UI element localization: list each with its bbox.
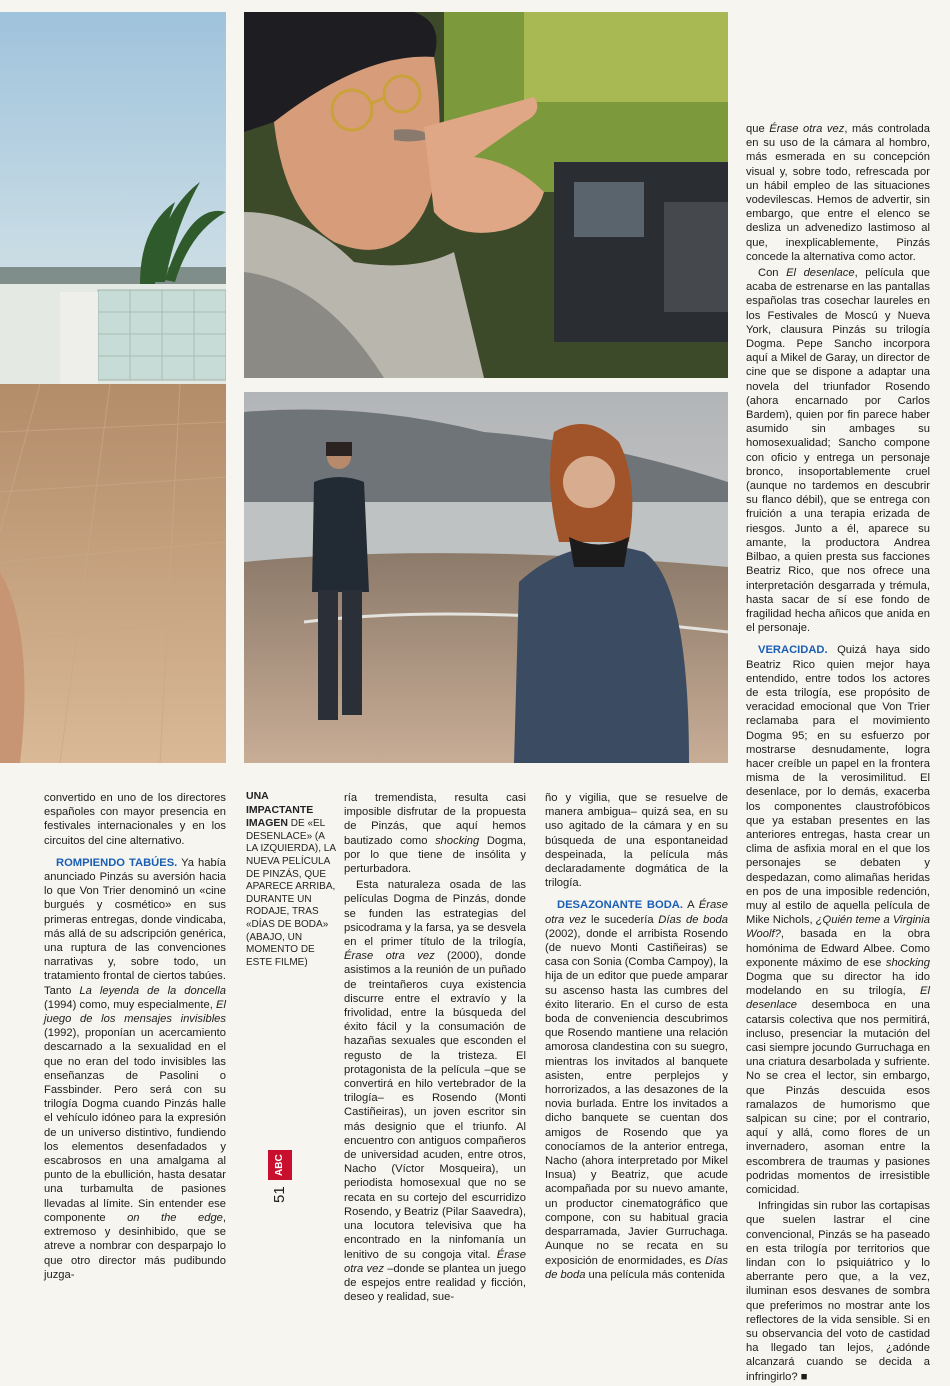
paragraph: Infringidas sin rubor las cortapisas que suelen lastrar el cine convencional, Pinzás se ha paseado en esta trilogía por territorios que lindan con lo psiquiátrico y lo aberrante pero que, a la vez, iluminan esos desvanes de sombra que preferimos no mostrar ante los reflectores de la vida sensible. Si en su observancia del voto de castidad ha llegado tan lejos, ¿adónde alcanzará cuando se decida a infringirlo? ■ [746,1200,930,1383]
subheading-rompiendo-tabues: ROMPIENDO TABÚES. [56,856,178,869]
caption-lead: UNA IMPACTANTE IMAGEN [246,790,314,830]
paragraph: Con El desenlace, película que acaba de estrenarse en las pantallas españolas tras cosechar laureles en los Festivales de Moscú y Nueva York, clausura Pinzás su trilogía Dogma. Pepe Sancho incorpora aquí a Mikel de Garay, un director de cine que se dispone a adaptar una novela del triunfador Rosendo (ahora encarnado por Carlos Bardem), quien por fin parece haber asumido sin ambages su homosexualidad; Sancho compone con oficio y entrega un personaje bronco, insoportablemente cruel (aunque no tardemos en descubrir su flanco débil), que se entrega con fruición a una terapia erizada de riesgos. Junto a él, aparece su amante, la productora Andrea Bilbao, a quien presta sus facciones Beatriz Rico, que nos ofrece una interpretación desgarrada y trémula, hasta sacar de sí ese fondo de fragilidad hecha añicos que anida en el personaje. [746,267,930,635]
photo-caption [246,790,338,969]
subheading-veracidad: VERACIDAD. [758,644,828,657]
abc-logo: ABC [268,1150,292,1180]
article-column-2 [344,791,526,1306]
article-column-4 [746,122,930,1386]
paragraph: ño y vigilia, que se resuelve de manera ambigua– quizá sea, en su uso agitado de la cámara y en su búsqueda de una espontaneidad despeinada, la película más declaradamente dogmática de la trilogía. [545,792,728,890]
page-folio [268,1150,296,1210]
paragraph: VERACIDAD. Quizá haya sido Beatriz Rico quien mejor haya entendido, entre todos los actores de esta trilogía, ese propósito de veracidad emocional que Von Trier reclamaba para el movimiento Dogma 95; en su esfuerzo por mostrarse desnudamente, logra hacer creíble un papel en la frontera misma de la verosimilitud. El desenlace, por lo demás, exacerba los componentes claustrofóbicos que ya estaban presentes en las anteriores entregas, hasta crear un clima de asfixia moral en el que los personajes se debaten y despedazan, como alimañas heridas en pos de una imposible redención, muy al estilo de aquella película de Mike Nichols, ¿Quién teme a Virginia Woolf?, basada en la obra homónima de Edward Albee. Como exponente máximo de ese shocking Dogma que su director ha ido modelando en su trilogía, El desenlace desemboca en una catarsis colectiva que nos permitirá, incluso, presenciar la mutación del casi siempre jocundo Gurruchaga en una criatura desarbolada y sufriente. No se crea el lector, sin embargo, que Pinzás descuida esos ramalazos de humorismo que salpican su cine; por el contrario, aquí y allá, como flores de un invernadero, asoman entre la escombrera de traumas y pasiones podridas momentos de irresistible comicidad. [746,644,930,1197]
photo-beach [244,392,728,763]
paragraph: DESAZONANTE BODA. A Érase otra vez le sucedería Días de boda (2002), donde el arribista Rosendo (de nuevo Monti Castiñeiras) se casa con Sonia (Comba Campoy), la hija de un editor que puede amparar su ascenso hasta las cumbres del éxito literario. En el curso de esta boda de conveniencia descubrimos que Rosendo mantiene una relación amorosa clandestina con su suegro, mientras los invitados al banquete asisten, entre perplejos y horrorizados, a las desazones de la novia burlada. Entre los invitados a dicho banquete se cuentan dos amigos de Rosendo que ya conocíamos de la anterior entrega, Nacho (ahora interpretado por Mikel Insua) y Beatriz, que acude acompañada por su nuevo amante, un productor cinematográfico que compone, con su habitual gracia desparramada, Javier Gurruchaga. Aunque no se recata en su exposición de enormidades, es Días de boda una película más contenida [545,899,728,1281]
paragraph: que Érase otra vez, más controlada en su uso de la cámara al hombro, más esmerada en su concepción visual y, sobre todo, refrescada por un hábil empleo de las situaciones vodevilescas. Hemos de advertir, sin embargo, que entre el elenco se desliza un advenedizo lastimoso al que, inexplicablemente, Pinzás concede la alternativa como actor. [746,123,930,263]
beach-illustration [244,392,728,763]
photo-director [244,12,728,378]
photo-terrace [0,12,226,763]
paragraph: Esta naturaleza osada de las películas Dogma de Pinzás, donde se funden las estrategias del psicodrama y la farsa, ya se desvela en el primer título de la trilogía, Érase otra vez (2000), donde asistimos a la reunión de un puñado de treintañeros cuya existencia discurre entre el extravío y la frivolidad, entre la búsqueda del éxito fácil y la consumación de hazañas sexuales que esconden el regusto de la tristeza. El protagonista de la película –que se convertirá en hilo vertebrador de la trilogía– es Rosendo (Monti Castiñeiras), un joven escritor sin más designio que el triunfo. Al encuentro con antiguos compañeros de universidad acuden, entre otros, Nacho (Víctor Mosqueira), un periodista homosexual que no se recata en su cortejo del escurridizo Rosendo, y Beatriz (Pilar Saavedra), una locutora televisiva que ha encontrado en la ninfomanía un lenitivo de su congoja vital. Érase otra vez –donde se plantea un juego de espejos entre realidad y ficción, deseo y realidad, sue- [344,879,526,1304]
paragraph: ría tremendista, resulta casi imposible disfrutar de la propuesta de Pinzás, que aquí hemos bautizado como shocking Dogma, por lo que tiene de insólita y perturbadora. [344,792,527,876]
director-illustration [244,12,728,378]
article-column-1 [44,791,226,1284]
caption-text: DE «EL DESENLACE» (A LA IZQUIERDA), LA NUEVA PELÍCULA DE PINZÁS, QUE APARECE ARRIBA, DURANTE UN RODAJE, TRAS «DÍAS DE BODA» (ABAJO, UN MOMENTO DE ESTE FILME) [246,818,336,968]
terrace-illustration [0,12,226,763]
end-mark-icon: ■ [797,1370,808,1383]
page-number: 51 [271,1186,288,1204]
subheading-desazonante-boda: DESAZONANTE BODA. [557,899,683,912]
article-column-3 [545,791,728,1284]
paragraph: ROMPIENDO TABÚES. Ya había anunciado Pinzás su aversión hacia lo que Von Trier denominó un «cine burgués y cosmético» en sus primeras entregas, donde vindicaba, más allá de su adscripción genérica, una ruptura de las convenciones narrativas y, sobre todo, un tratamiento frontal de ciertos tabúes. Tanto La leyenda de la doncella (1994) como, muy especialmente, El juego de los mensajes invisibles (1992), proponían un acercamiento descarnado a la sexualidad en el que no eran del todo invisibles las enseñanzas de Pasolini o Fassbinder. Pero será con su trilogía Dogma cuando Pinzás halle el vehículo idóneo para la expresión de un universo distintivo, fundiendo los elementos desenfadados y escabrosos en una amalgama al punto de la ebullición, hasta desatar una turbamulta de pasiones llevadas al límite. Sin entender ese componente on the edge, extremoso y desinhibido, que se atreve a nombrar con desparpajo lo que otro director más pudibundo juzga- [44,856,227,1281]
paragraph: convertido en uno de los directores españoles con mayor presencia en festivales internacionales y en los circuitos del cine alternativo. [44,792,226,847]
